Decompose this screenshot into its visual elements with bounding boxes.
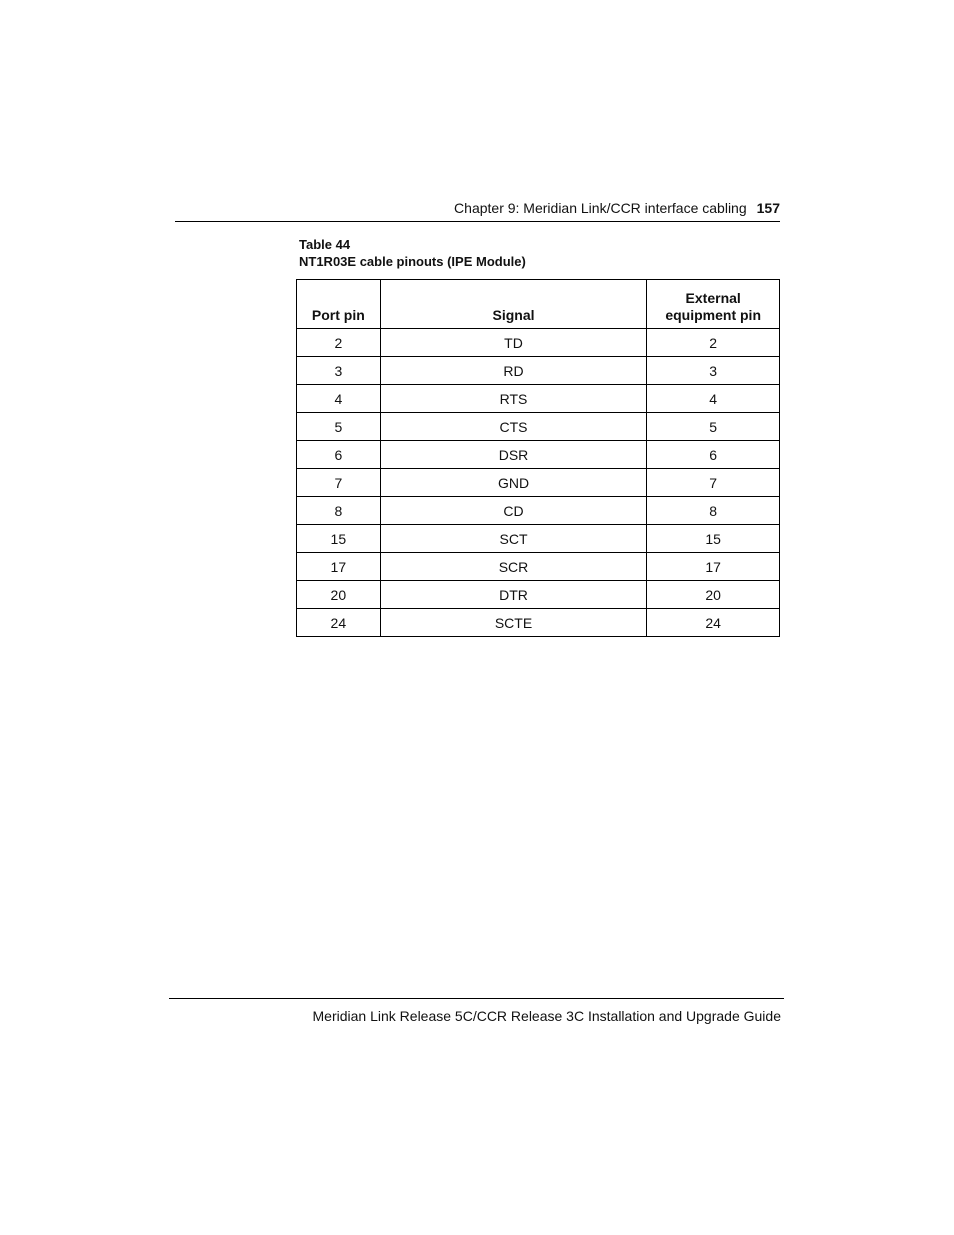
table-row xyxy=(297,497,780,525)
port-pin-cell: 24 xyxy=(297,609,381,637)
port-pin-cell: 20 xyxy=(297,581,381,609)
table-body xyxy=(297,329,780,637)
table-row xyxy=(297,441,780,469)
table-row xyxy=(297,553,780,581)
table-number: Table 44 xyxy=(299,237,351,252)
external-pin-cell: 5 xyxy=(647,413,780,441)
signal-cell: DTR xyxy=(380,581,647,609)
signal-cell: RTS xyxy=(380,385,647,413)
page-number: 157 xyxy=(756,200,780,216)
port-pin-cell: 7 xyxy=(297,469,381,497)
table-row xyxy=(297,329,780,357)
port-pin-cell: 2 xyxy=(297,329,381,357)
port-pin-cell: 15 xyxy=(297,525,381,553)
signal-cell: GND xyxy=(380,469,647,497)
external-pin-cell: 20 xyxy=(647,581,780,609)
signal-cell: RD xyxy=(380,357,647,385)
footer-rule xyxy=(169,998,784,999)
column-header-port-pin: Port pin xyxy=(297,280,381,329)
table-row xyxy=(297,609,780,637)
port-pin-cell: 8 xyxy=(297,497,381,525)
signal-cell: CD xyxy=(380,497,647,525)
table-row xyxy=(297,581,780,609)
table-row xyxy=(297,525,780,553)
signal-cell: SCT xyxy=(380,525,647,553)
external-pin-cell: 17 xyxy=(647,553,780,581)
running-header xyxy=(454,199,780,217)
table-row xyxy=(297,385,780,413)
external-pin-cell: 4 xyxy=(647,385,780,413)
external-pin-cell: 2 xyxy=(647,329,780,357)
signal-cell: TD xyxy=(380,329,647,357)
external-pin-cell: 8 xyxy=(647,497,780,525)
pinout-table xyxy=(296,279,780,637)
table-row xyxy=(297,469,780,497)
signal-cell: SCTE xyxy=(380,609,647,637)
table-header-row xyxy=(297,280,780,329)
external-pin-cell: 7 xyxy=(647,469,780,497)
header-rule xyxy=(175,221,780,222)
chapter-title: Chapter 9: Meridian Link/CCR interface cabling xyxy=(454,200,747,216)
signal-cell: SCR xyxy=(380,553,647,581)
port-pin-cell: 4 xyxy=(297,385,381,413)
signal-cell: DSR xyxy=(380,441,647,469)
column-header-external-equipment-pin xyxy=(647,280,780,329)
external-pin-cell: 6 xyxy=(647,441,780,469)
port-pin-cell: 5 xyxy=(297,413,381,441)
external-pin-cell: 15 xyxy=(647,525,780,553)
column-header-external-label: External equipment pin xyxy=(665,290,761,323)
port-pin-cell: 3 xyxy=(297,357,381,385)
external-pin-cell: 3 xyxy=(647,357,780,385)
table-row xyxy=(297,357,780,385)
port-pin-cell: 6 xyxy=(297,441,381,469)
document-title: Meridian Link Release 5C/CCR Release 3C Installation and Upgrade Guide xyxy=(312,1008,781,1024)
port-pin-cell: 17 xyxy=(297,553,381,581)
table-caption xyxy=(299,236,526,270)
external-pin-cell: 24 xyxy=(647,609,780,637)
table-title: NT1R03E cable pinouts (IPE Module) xyxy=(299,254,526,269)
table-row xyxy=(297,413,780,441)
column-header-signal: Signal xyxy=(380,280,647,329)
signal-cell: CTS xyxy=(380,413,647,441)
